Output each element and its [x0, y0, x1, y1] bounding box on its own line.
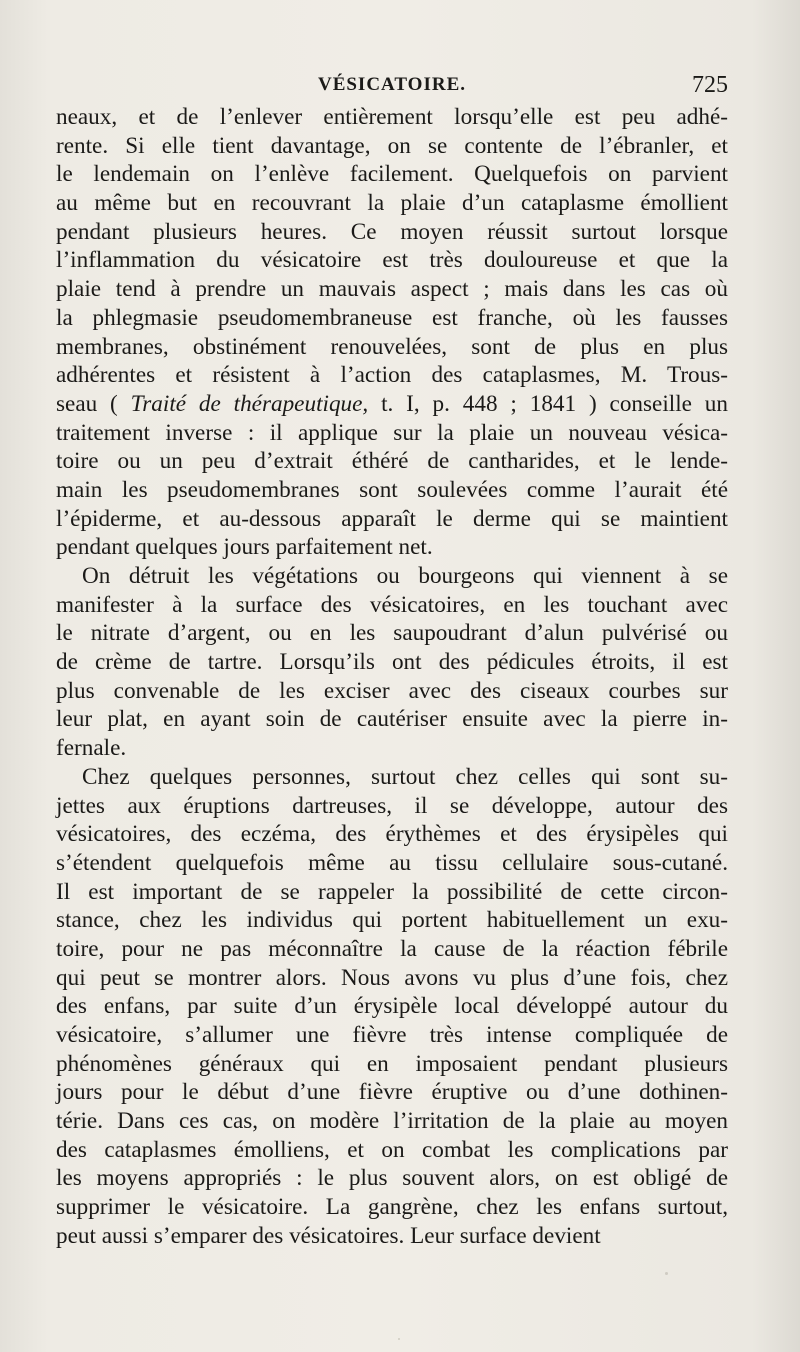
- text-line: plus convenable de les exciser avec des ciseaux courbes sur: [56, 677, 728, 704]
- text-line: On détruit les végétations ou bourgeons qui viennent à se: [82, 563, 728, 589]
- running-title: VÉSICATOIRE.: [317, 74, 467, 95]
- text-line: seau ( Traité de thérapeutique, t. I, p. 448 ; 1841 ) conseille un: [56, 390, 728, 417]
- text-line: Chez quelques personnes, surtout chez celles qui sont su-: [82, 763, 728, 790]
- text-line: pendant quelques jours parfaitement net.: [56, 534, 433, 561]
- text-line: le nitrate d’argent, ou en les saupoudrant d’alun pulvérisé ou: [56, 620, 728, 647]
- text-line: qui peut se montrer alors. Nous avons vu plus d’une fois, chez: [56, 964, 728, 991]
- text-line: stance, chez les individus qui portent habituellement un exu-: [56, 907, 728, 934]
- text-line: les moyens appropriés : le plus souvent alors, on est obligé de: [56, 1165, 728, 1192]
- text-line: au même but en recouvrant la plaie d’un cataplasme émollient: [56, 190, 728, 217]
- text-line: toire, pour ne pas méconnaître la cause de la réaction fébrile: [56, 935, 728, 962]
- text-line: neaux, et de l’enlever entièrement lorsqu’elle est peu adhé-: [56, 104, 728, 130]
- text-line: la phlegmasie pseudomembraneuse est franche, où les fausses: [56, 304, 728, 331]
- text-line: s’étendent quelquefois même au tissu cellulaire sous-cutané.: [56, 849, 728, 876]
- text-line: adhérentes et résistent à l’action des cataplasmes, M. Trous-: [56, 362, 728, 389]
- text-line: vésicatoire, s’allumer une fièvre très intense compliquée de: [56, 1022, 728, 1048]
- body-text: [56, 103, 728, 1251]
- text-line: vésicatoires, des eczéma, des érythèmes et des érysipèles qui: [56, 821, 728, 848]
- text-line: manifester à la surface des vésicatoires, en les touchant avec: [56, 591, 728, 618]
- text-line: l’épiderme, et au-dessous apparaît le derme qui se maintient: [56, 505, 728, 532]
- text-line: plaie tend à prendre un mauvais aspect ; mais dans les cas où: [56, 276, 728, 303]
- text-line: supprimer le vésicatoire. La gangrène, chez les enfans surtout,: [56, 1194, 728, 1221]
- text-line: des enfans, par suite d’un érysipèle local développé autour du: [56, 993, 728, 1020]
- text-line: phénomènes généraux qui en imposaient pendant plusieurs: [56, 1050, 728, 1077]
- text-line: toire ou un peu d’extrait éthéré de cantharides, et le lende-: [56, 448, 728, 475]
- paper-speck: [665, 1272, 668, 1275]
- text-line: membranes, obstinément renouvelées, sont de plus en plus: [56, 333, 728, 360]
- text-line: Il est important de se rappeler la possibilité de cette circon-: [56, 878, 728, 905]
- paragraph: [56, 562, 728, 763]
- page-number: 725: [692, 72, 728, 98]
- text-line: jours pour le début d’une fièvre éruptive ou d’une dothinen-: [56, 1079, 728, 1106]
- paragraph: [56, 103, 728, 562]
- text-line: pendant plusieurs heures. Ce moyen réussit surtout lorsque: [56, 218, 728, 245]
- text-line: rente. Si elle tient davantage, on se contente de l’ébranler, et: [56, 132, 728, 159]
- text-line: jettes aux éruptions dartreuses, il se développe, autour des: [56, 792, 728, 819]
- text-line: des cataplasmes émolliens, et on combat les complications par: [56, 1136, 728, 1163]
- text-line: peut aussi s’emparer des vésicatoires. Leur surface devient: [56, 1222, 601, 1249]
- text-line: traitement inverse : il applique sur la plaie un nouveau vésica-: [56, 419, 728, 446]
- text-line: leur plat, en ayant soin de cautériser ensuite avec la pierre in-: [56, 706, 728, 733]
- text-line: l’inflammation du vésicatoire est très douloureuse et que la: [56, 247, 728, 274]
- text-line: le lendemain on l’enlève facilement. Quelquefois on parvient: [56, 161, 728, 188]
- text-line: de crème de tartre. Lorsqu’ils ont des pédicules étroits, il est: [56, 649, 728, 676]
- paragraph: [56, 763, 728, 1251]
- text-line: main les pseudomembranes sont soulevées comme l’aurait été: [56, 476, 728, 503]
- text-line: fernale.: [56, 735, 127, 762]
- paper-speck: [398, 1338, 400, 1340]
- page-header: [56, 70, 728, 100]
- book-title: Traité de thérapeutique,: [130, 390, 369, 417]
- text-line: térie. Dans ces cas, on modère l’irritation de la plaie au moyen: [56, 1108, 728, 1135]
